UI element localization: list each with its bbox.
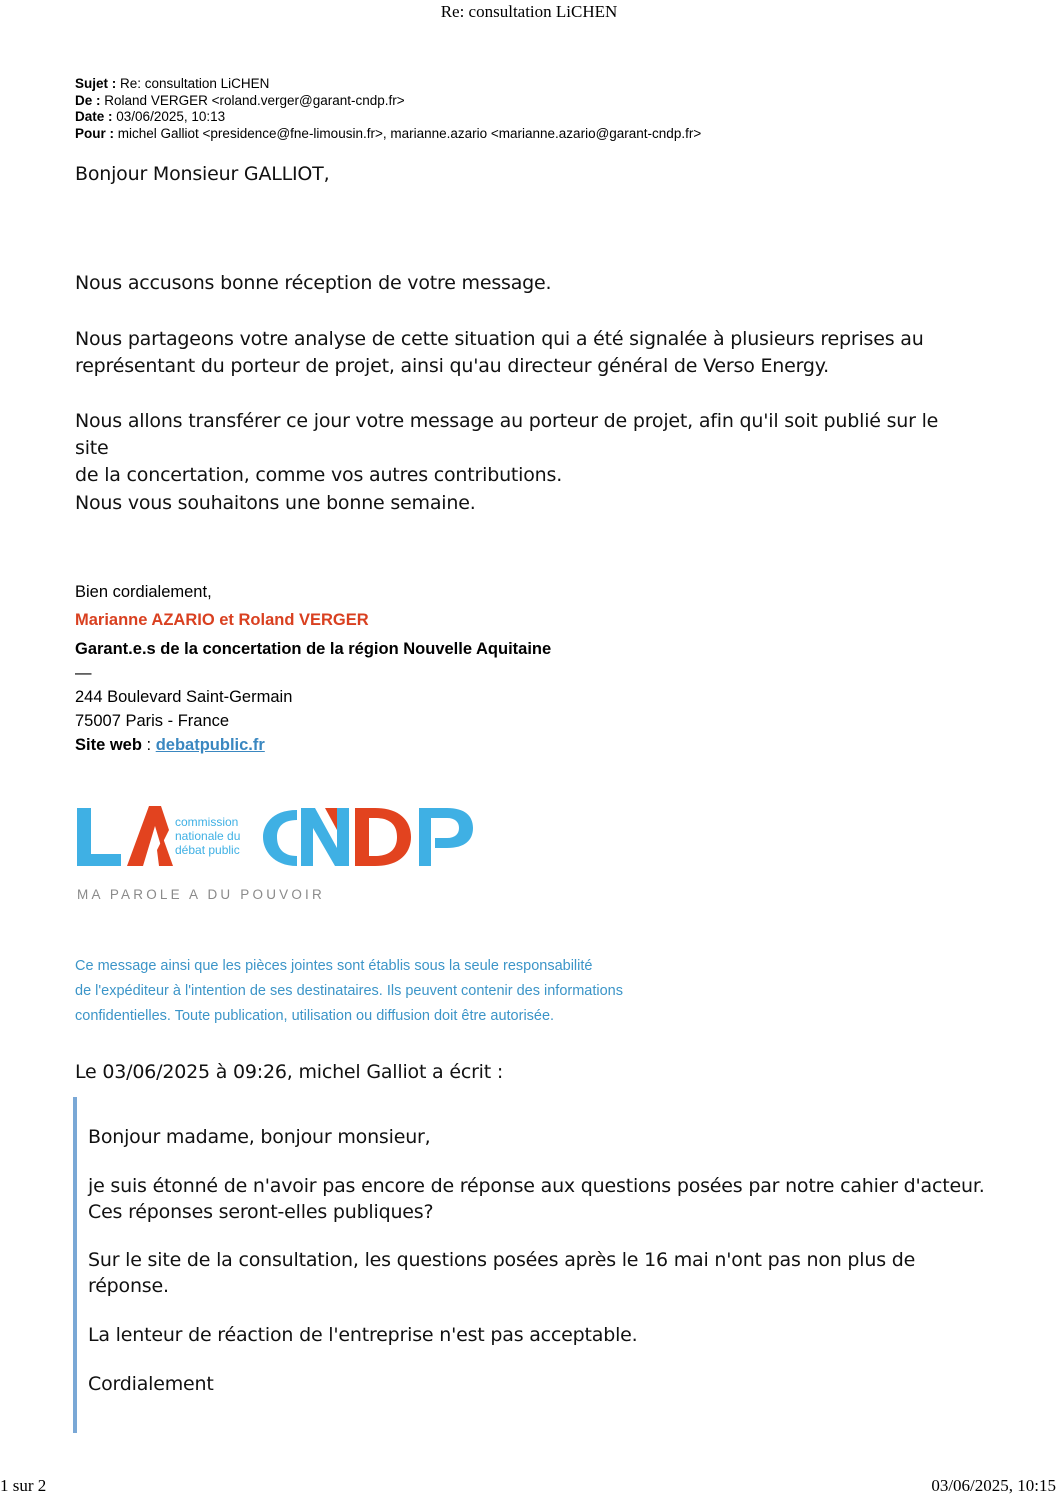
logo-letter-p [419,808,473,866]
quote-paragraph-2 [88,1247,988,1299]
disclaimer-line-1: Ce message ainsi que les pièces jointes sont établis sous la seule responsabilité [75,958,593,974]
print-footer-page: 1 sur 2 [0,1476,47,1495]
subject-label: Sujet : [75,76,117,91]
quote-greeting: Bonjour madame, bonjour monsieur, [88,1126,431,1148]
quote-attribution: Le 03/06/2025 à 09:26, michel Galliot a écrit : [75,1061,504,1083]
logo-letter-a-right [157,838,173,866]
subject-row [75,76,701,93]
signature-organization: Garant.e.s de la concertation de la région Nouvelle Aquitaine [75,640,552,658]
to-label: Pour : [75,125,114,141]
signature-address-1: 244 Boulevard Saint-Germain [75,688,293,706]
logo-tagline: MA PAROLE A DU POUVOIR [77,887,325,902]
reply-paragraph-2-line-2: représentant du porteur de projet, ainsi qu'au directeur général de Verso Energy. [75,355,829,377]
reply-paragraph-1: Nous accusons bonne réception de votre message. [75,272,552,294]
cndp-logo-mark [75,800,495,910]
signature-names: Marianne AZARIO et Roland VERGER [75,611,369,629]
quote-paragraph-3: La lenteur de réaction de l'entreprise n'est pas acceptable. [88,1324,638,1346]
cndp-logo [75,800,495,910]
print-footer-datetime: 03/06/2025, 10:15 [931,1476,1056,1495]
reply-paragraph-3 [75,408,975,489]
site-link[interactable]: debatpublic.fr [155,736,265,754]
signature-site-row [75,733,551,757]
quote-paragraph-1 [88,1173,988,1225]
signature [75,580,551,757]
logo-text-line-3: débat public [175,843,240,857]
quote-paragraph-2-line-2: réponse. [88,1275,169,1297]
from-row [75,93,701,110]
quote-paragraph-2-line-1: Sur le site de la consultation, les questions posées après le 16 mai n'ont pas non plus de [88,1249,916,1271]
reply-paragraph-2 [75,326,975,380]
date-value: 03/06/2025, 10:13 [116,109,226,124]
reply-paragraph-3-line-2: de la concertation, comme vos autres contributions. [75,464,563,486]
site-separator: : [141,736,156,754]
logo-text-line-1: commission [175,815,239,829]
logo-letter-l [77,808,121,866]
signature-dash: — [75,664,92,682]
quote-bar [73,1097,77,1433]
disclaimer-line-3: confidentielles. Toute publication, utilisation ou diffusion doit être autorisée. [75,1008,555,1024]
print-header-title: Re: consultation LiCHEN [440,2,618,21]
logo-text-line-2: nationale du [175,829,241,843]
logo-letter-n-blue [301,808,349,866]
reply-paragraph-2-line-1: Nous partageons votre analyse de cette situation qui a été signalée à plusieurs reprises au [75,328,924,350]
reply-paragraph-4: Nous vous souhaitons une bonne semaine. [75,492,476,514]
logo-letter-d [355,808,411,866]
date-label: Date : [75,109,113,124]
reply-greeting: Bonjour Monsieur GALLIOT, [75,163,330,185]
from-label: De : [75,92,101,108]
subject-value: Re: consultation LiCHEN [120,76,270,91]
email-headers [75,76,701,142]
disclaimer [75,954,725,1029]
disclaimer-line-2: de l'expéditeur à l'intention de ses destinataires. Ils peuvent contenir des informations [75,983,623,999]
reply-paragraph-3-line-1: Nous allons transférer ce jour votre message au porteur de projet, afin qu'il soit publié sur le site [75,410,939,459]
quote-paragraph-1-line-2: Ces réponses seront-elles publiques? [88,1201,434,1223]
logo-letter-n-red [325,808,337,830]
signature-address-2: 75007 Paris - France [75,712,230,730]
quote-closing: Cordialement [88,1373,214,1395]
to-row [75,126,701,143]
to-value: michel Galliot <presidence@fne-limousin.fr>, marianne.azario <marianne.azario@garant-cndp.fr> [117,125,702,141]
signature-closing: Bien cordialement, [75,583,212,601]
from-value: Roland VERGER <roland.verger@garant-cndp.fr> [104,92,405,108]
logo-letter-c [263,810,297,866]
site-label: Site web [75,736,142,754]
date-row [75,109,701,126]
quote-paragraph-1-line-1: je suis étonné de n'avoir pas encore de réponse aux questions posées par notre cahier d'acteur. [88,1175,985,1197]
